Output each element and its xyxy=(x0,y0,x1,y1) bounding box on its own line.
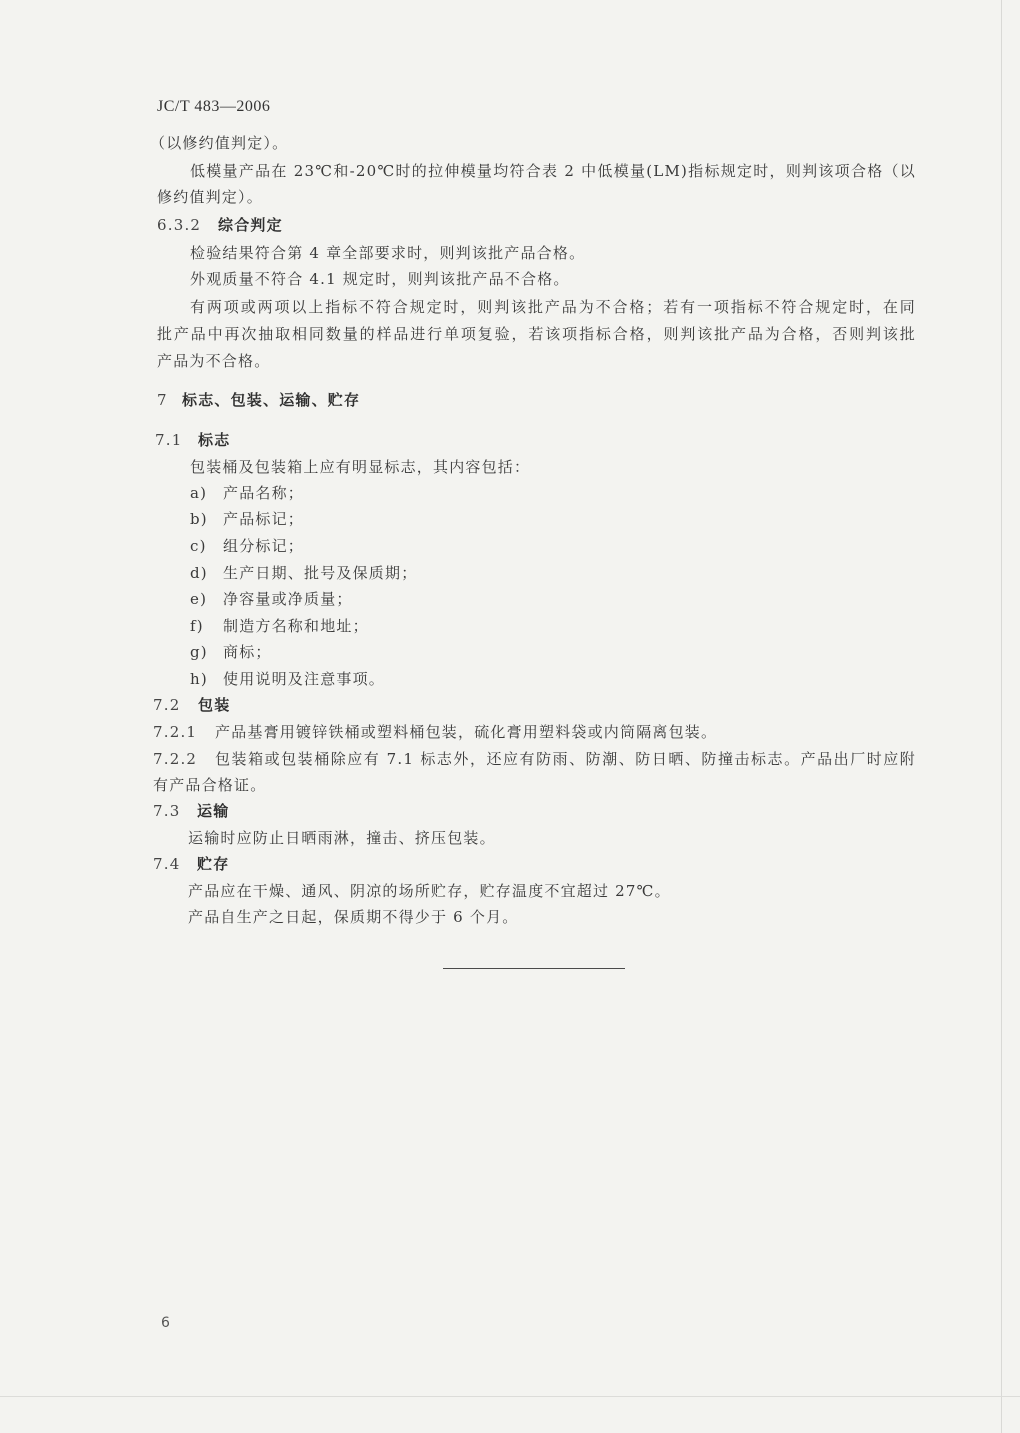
section-7-1-title: 标志 xyxy=(198,431,231,449)
list-item: 产品名称； xyxy=(223,484,305,502)
section-7-2-1-number: 7.2.1 xyxy=(153,723,198,741)
list-item: 净容量或净质量； xyxy=(223,590,353,608)
low-modulus-line-1: 低模量产品在 23℃和-20℃时的拉伸模量均符合表 2 中低模量(LM)指标规定时，则判该项合格（以 xyxy=(190,162,916,180)
paragraph-line: 批产品中再次抽取相同数量的样品进行单项复验，若该项指标合格，则判该批产品为合格，否则判该批 xyxy=(157,325,916,343)
section-7-4-line-1: 产品应在干燥、通风、阴凉的场所贮存，贮存温度不宜超过 27℃。 xyxy=(188,882,671,900)
list-item-marker: e) xyxy=(190,590,208,608)
section-7-3-number: 7.3 xyxy=(153,802,181,820)
scan-edge-bottom xyxy=(0,1396,1020,1397)
list-item-marker: b) xyxy=(190,510,208,528)
low-modulus-line-2: 修约值判定）。 xyxy=(157,188,263,206)
section-7-2-1-text: 产品基膏用镀锌铁桶或塑料桶包装，硫化膏用塑料袋或内筒隔离包装。 xyxy=(215,723,718,741)
rounding-note: （以修约值判定）。 xyxy=(150,134,289,152)
section-7-3-title: 运输 xyxy=(197,802,230,820)
section-7-3-text: 运输时应防止日晒雨淋，撞击、挤压包装。 xyxy=(188,829,496,847)
standard-code-header: JC/T 483—2006 xyxy=(157,98,271,115)
paragraph-line: 检验结果符合第 4 章全部要求时，则判该批产品合格。 xyxy=(190,244,586,262)
section-7-title: 标志、包装、运输、贮存 xyxy=(182,391,361,409)
list-item-marker: a) xyxy=(190,484,208,502)
section-7-number: 7 xyxy=(157,391,168,409)
page-number: 6 xyxy=(161,1315,170,1331)
section-7-2-2-line-2: 有产品合格证。 xyxy=(153,776,267,794)
section-number: 6.3.2 xyxy=(157,216,202,234)
list-item: 生产日期、批号及保质期； xyxy=(223,564,418,582)
section-7-4-line-2: 产品自生产之日起，保质期不得少于 6 个月。 xyxy=(188,908,519,926)
list-item: 组分标记； xyxy=(223,537,305,555)
list-item-marker: f) xyxy=(190,617,204,635)
list-item-marker: d) xyxy=(190,564,208,582)
section-7-2-title: 包装 xyxy=(198,696,231,714)
list-item: 产品标记； xyxy=(223,510,305,528)
paragraph-line: 外观质量不符合 4.1 规定时，则判该批产品不合格。 xyxy=(190,270,570,288)
end-of-document-rule xyxy=(443,968,625,969)
section-6-3-2-title: 综合判定 xyxy=(218,216,283,234)
section-7-4-title: 贮存 xyxy=(197,855,230,873)
list-item: 商标； xyxy=(223,643,272,661)
list-item-marker: c) xyxy=(190,537,207,555)
section-7-2-number: 7.2 xyxy=(153,696,181,714)
paragraph-line: 有两项或两项以上指标不符合规定时，则判该批产品为不合格；若有一项指标不符合规定时，在同 xyxy=(190,298,916,316)
section-7-2-2-line-1: 包装箱或包装桶除应有 7.1 标志外，还应有防雨、防潮、防日晒、防撞击标志。产品出厂时应附 xyxy=(215,750,916,768)
section-7-2-2-number: 7.2.2 xyxy=(153,750,198,768)
list-item: 使用说明及注意事项。 xyxy=(223,670,386,688)
marking-intro: 包装桶及包装箱上应有明显标志，其内容包括： xyxy=(190,458,531,476)
scan-edge-right xyxy=(1001,0,1002,1433)
section-6-3-2-heading xyxy=(157,215,201,235)
paragraph-line: 产品为不合格。 xyxy=(157,352,271,370)
section-7-4-number: 7.4 xyxy=(153,855,181,873)
list-item-marker: h) xyxy=(190,670,208,688)
section-7-1-number: 7.1 xyxy=(155,431,183,449)
list-item: 制造方名称和地址； xyxy=(223,617,369,635)
list-item-marker: g) xyxy=(190,643,208,661)
